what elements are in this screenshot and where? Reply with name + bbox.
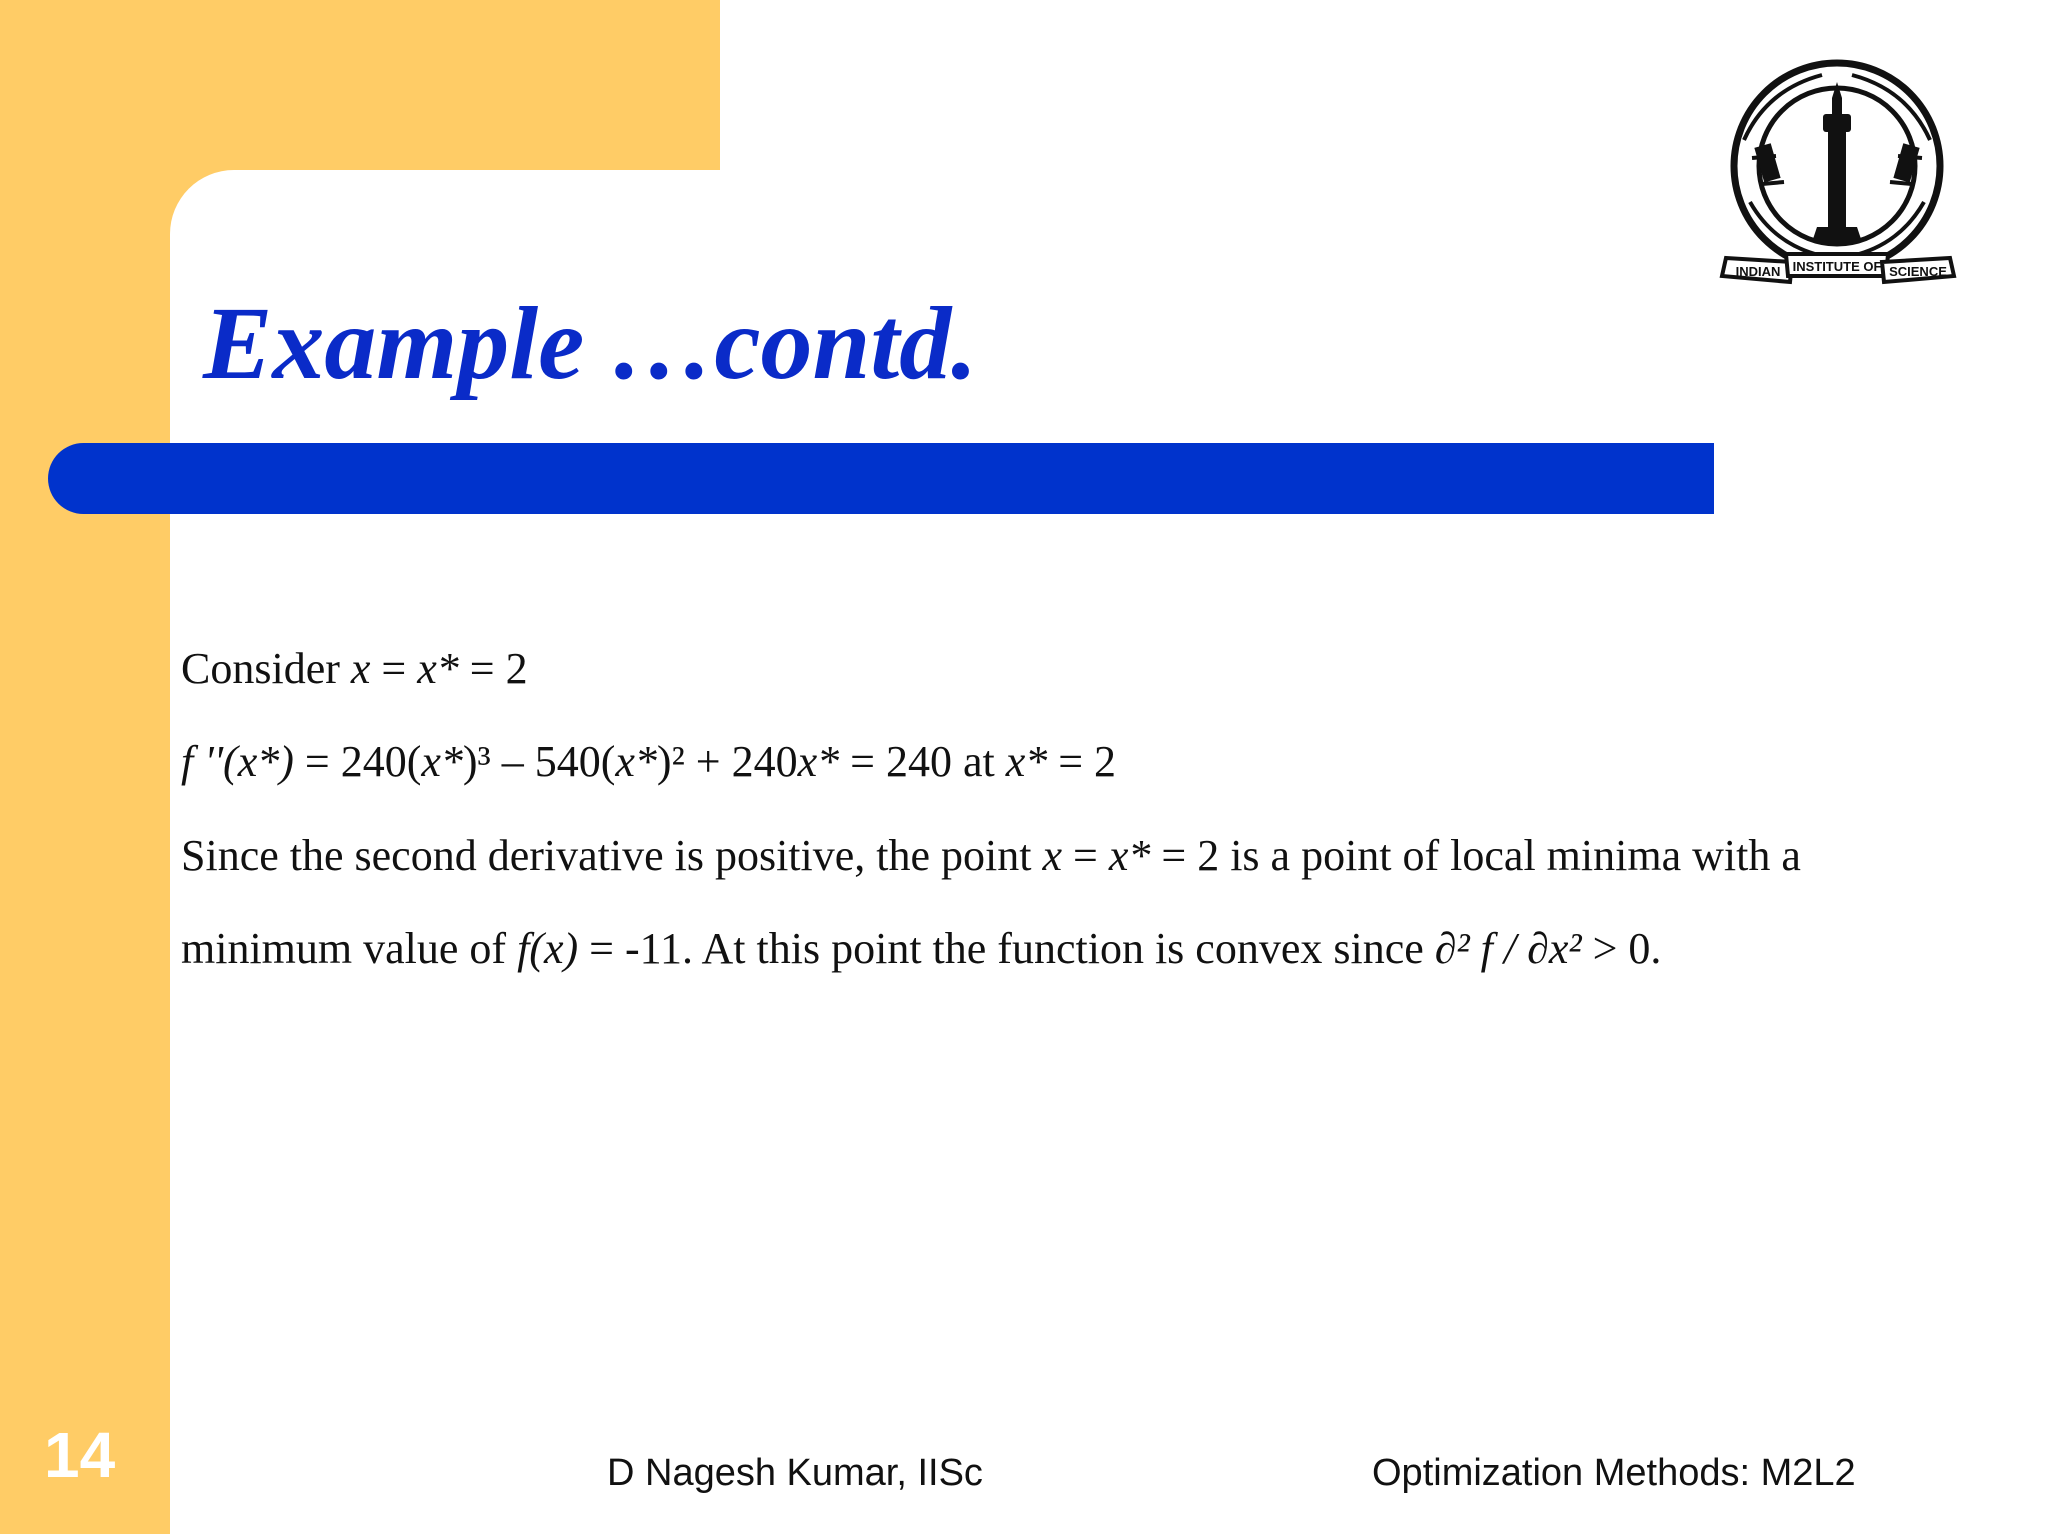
text-part: )³ – 540(: [462, 737, 616, 786]
math-variable: x*: [1108, 831, 1151, 880]
text-part: = 2: [458, 644, 528, 693]
slide-number: 14: [44, 1419, 116, 1491]
math-variable: x*: [1005, 737, 1048, 786]
logo-text-science: SCIENCE: [1889, 264, 1947, 279]
slide-title: Example …contd.: [203, 286, 978, 401]
conclusion-line-2: [181, 924, 1661, 975]
math-variable: x: [1042, 831, 1063, 880]
math-variable: x*: [421, 737, 463, 786]
text-part: > 0.: [1581, 924, 1662, 973]
text-part: =: [370, 644, 418, 693]
iisc-emblem-icon: [1714, 52, 1960, 296]
math-expression: ∂² f / ∂x²: [1434, 924, 1582, 973]
text-part: Consider: [181, 644, 351, 693]
text-part: minimum value of: [181, 924, 518, 973]
text-part: = -11. At this point the function is convex since: [578, 924, 1435, 973]
math-variable: x: [350, 644, 371, 693]
second-derivative-line: [181, 737, 1116, 788]
math-variable: x*: [615, 737, 657, 786]
footer-author: D Nagesh Kumar, IISc: [607, 1452, 983, 1494]
title-underline-bar: [48, 443, 1714, 514]
logo-text-institute: INSTITUTE OF: [1792, 259, 1882, 274]
text-part: Since the second derivative is positive, the point: [181, 831, 1043, 880]
consider-line: [181, 644, 528, 695]
math-variable: x*: [417, 644, 459, 693]
text-part: )² + 240: [656, 737, 798, 786]
footer-course: Optimization Methods: M2L2: [1372, 1452, 1856, 1494]
math-function: f(x): [517, 924, 579, 973]
math-variable: x*: [797, 737, 840, 786]
iisc-emblem-svg: [1714, 52, 1960, 296]
text-part: =: [1062, 831, 1109, 880]
logo-text-indian: INDIAN: [1735, 264, 1781, 279]
text-part: = 2: [1047, 737, 1117, 786]
text-part: = 2 is a point of local minima with a: [1150, 831, 1801, 880]
text-part: = 240(: [293, 737, 422, 786]
text-part: = 240 at: [839, 737, 1006, 786]
math-function: f ''(x*): [181, 737, 294, 786]
conclusion-line-1: [181, 831, 1801, 882]
